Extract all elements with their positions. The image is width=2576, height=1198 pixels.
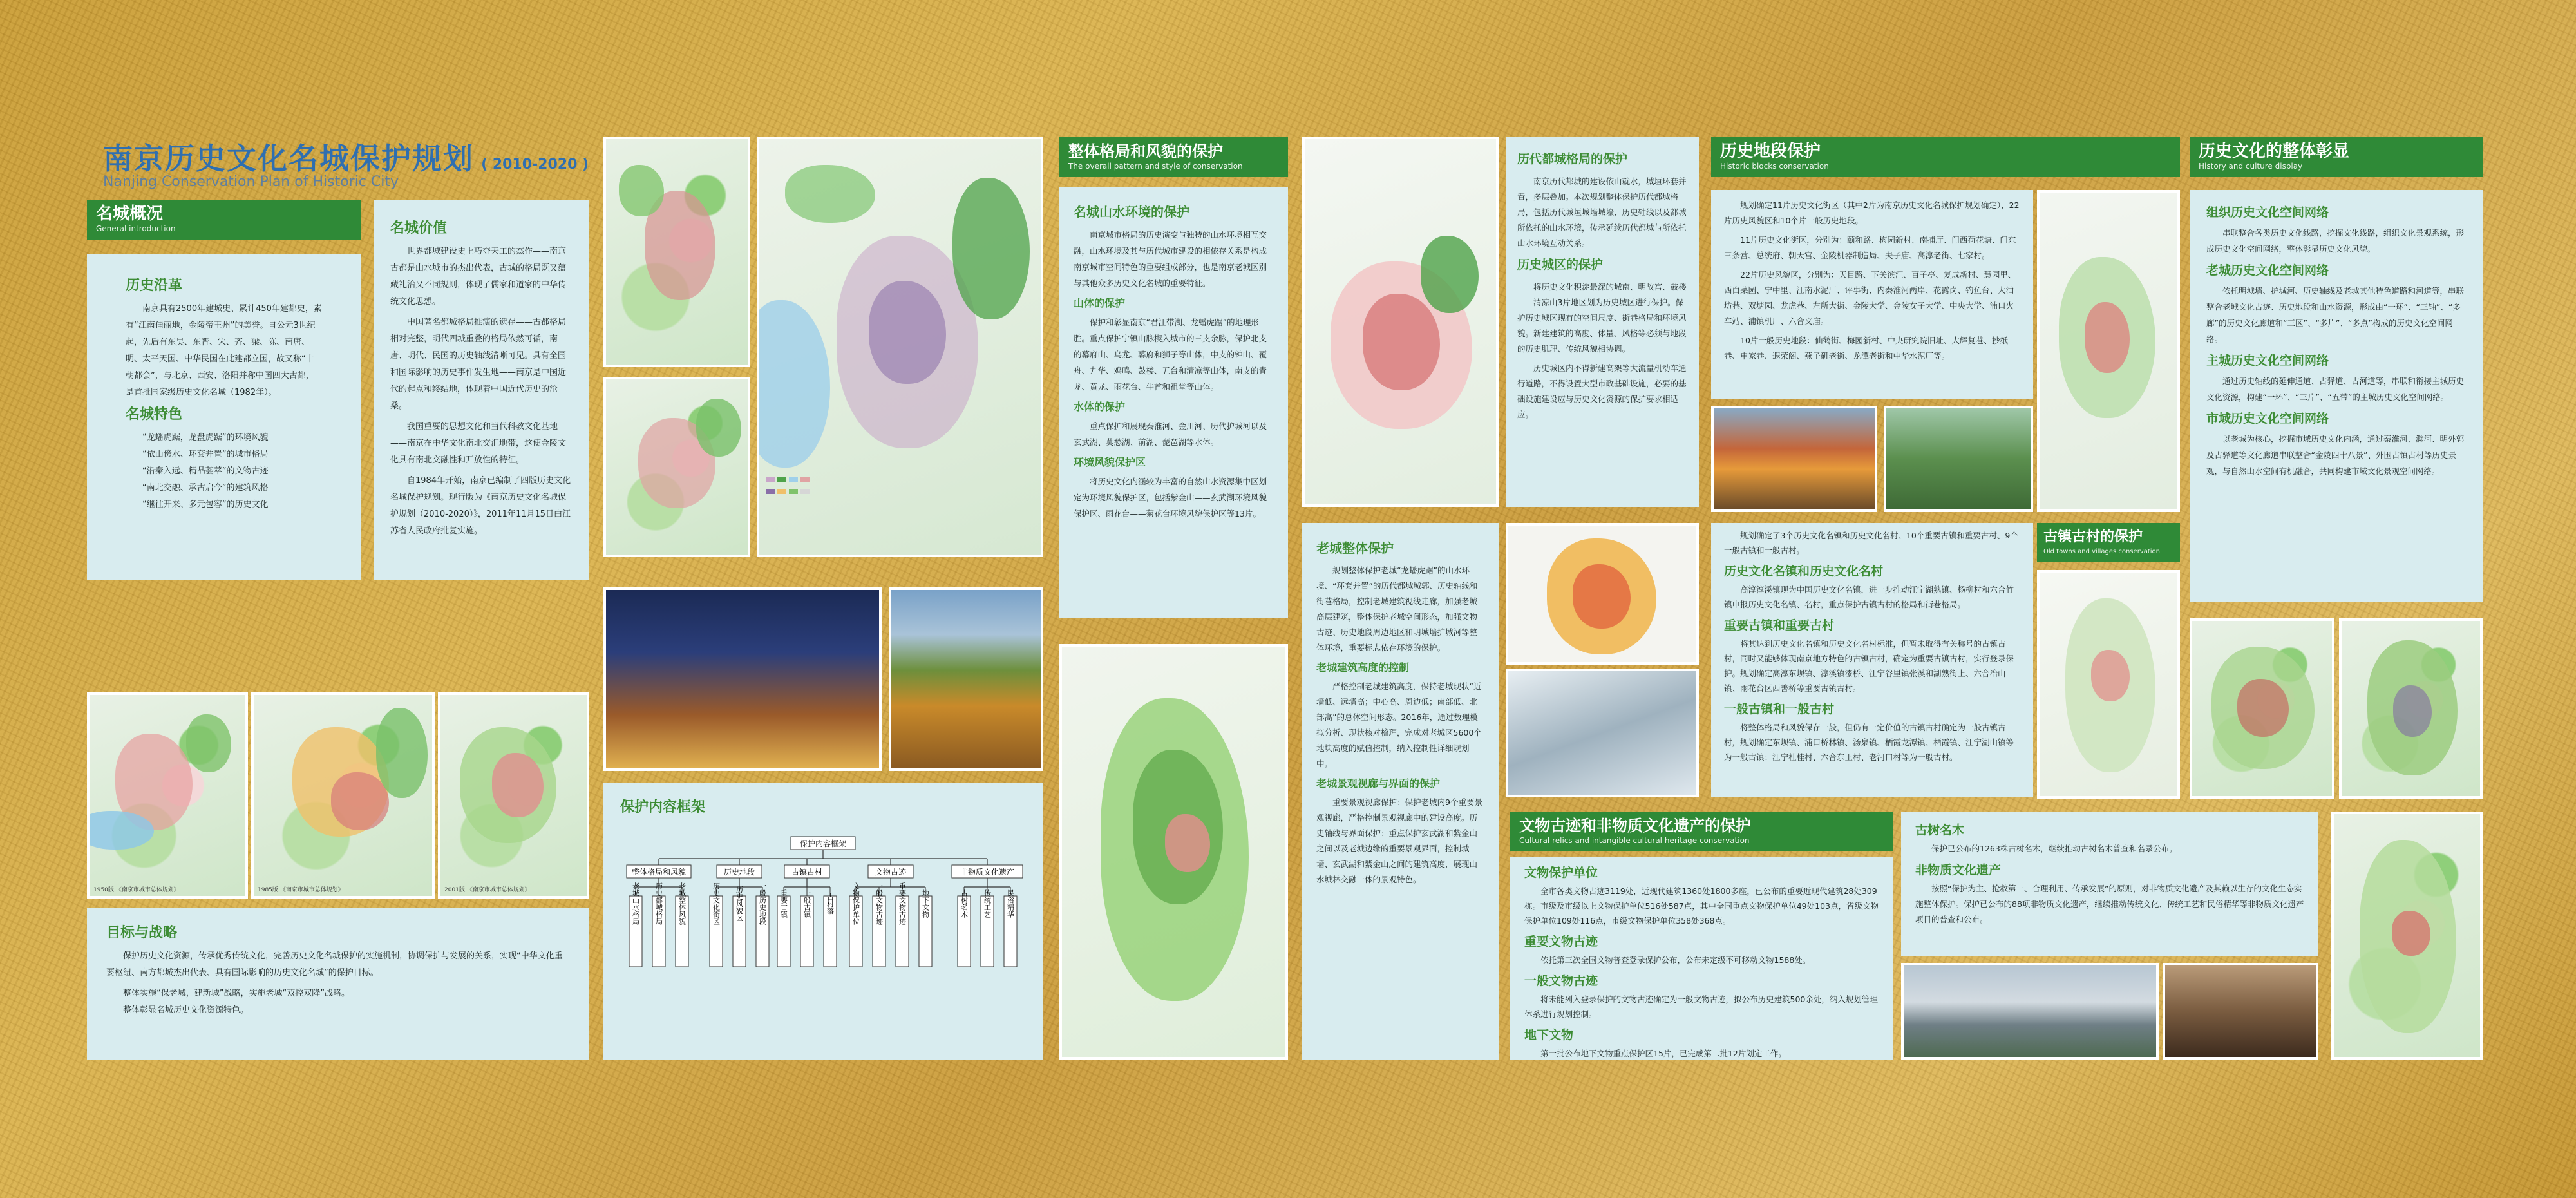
framework-leaf: 一般历史地段 <box>758 882 767 925</box>
towns-panel <box>1711 523 2033 797</box>
relics-unit-text: 全市各类文物古迹3119处，近现代建筑1360处1800多座，已公布的重要近现代建筑28处309栋。市级及市级以上文物保护单位516处587点，其中全国重点文物保护单位49处103点，省级文物保护单位109处116点，市级文物保护单位358处368点。 <box>1524 886 1879 926</box>
towns-intro: 规划确定了3个历史文化名镇和历史文化名村、10个重要古镇和重要古村、9个一般古镇和一般古村。 <box>1724 531 2018 555</box>
network-heading: 组织历史文化空间网络 <box>2206 205 2329 220</box>
historic-district-text: 将历史文化积淀最深的城南、明故宫、鼓楼——清凉山3片地区划为历史城区进行保护。保护历史城区现有的空间尺度、街巷格局和环境风貌。新建建筑的高度、体量、风格等必须与地段的历史肌理、传统风貌相协调。 <box>1517 282 1687 354</box>
water-heading: 水体的保护 <box>1074 401 1126 413</box>
relics-en: Cultural relics and intangible cultural heritage conservation <box>1519 836 1750 845</box>
trees-panel <box>1901 812 2318 956</box>
underground-heading: 地下文物 <box>1524 1028 1574 1042</box>
feature-item: “依山傍水、环套并置”的城市格局 <box>142 450 269 459</box>
framework-leaf: 一般文物古迹 <box>875 882 884 925</box>
plan-map-2001 <box>438 692 589 898</box>
plan-map-1985 <box>251 692 435 898</box>
city-skyline-photo <box>1901 963 2159 1060</box>
overview-banner <box>87 200 361 240</box>
landscape-panel <box>1059 187 1288 618</box>
map-caption: 1985版 《南京市城市总体规划》 <box>258 887 344 893</box>
framework-leaf: 老城山水格局 <box>631 882 640 925</box>
pattern-banner <box>1059 137 1288 177</box>
goals-text: 整体实施“保老城，建新城”战略，实施老城“双控双降”战略。 <box>123 989 350 998</box>
important-relics-heading: 重要文物古迹 <box>1524 935 1598 949</box>
feature-item: “龙蟠虎踞，龙盘虎踞”的环境风貌 <box>142 433 269 442</box>
framework-group: 古镇古村 <box>791 868 823 877</box>
blocks-text: 规划确定11片历史文化街区（其中2片为南京历史文化名城保护规划确定），22片历史风貌区和10个片一般历史地段。 <box>1724 200 2020 225</box>
page-title: 南京历史文化名城保护规划 <box>103 141 474 176</box>
history-text: 南京具有2500年建城史、累计450年建都史，素有“江南佳丽地，金陵帝王州”的美誉。自公元3世纪起，先后有东吴、东晋、宋、齐、梁、陈、南唐、明、太平天国、中华民国在此建都立国，故又称“十朝都会”，与北京、西安、洛阳并称中国四大古都，是首批国家级历史文化名城（1982年）。 <box>126 304 322 397</box>
capital-text: 南京历代都城的建设依山就水，城垣环套并置，多层叠加。本次规划整体保护历代都城格局，包括历代城垣城墙城壕、历史轴线以及都城所依托的山水环境，传承延续历代都城与所依托山水环境互动关系。 <box>1517 176 1687 248</box>
value-text: 自1984年开始，南京已编制了四版历史文化名城保护规划。现行版为《南京历史文化名城保护规划（2010-2020）》，2011年11月15日由江苏省人民政府批复实施。 <box>390 476 571 536</box>
blocks-panel <box>1711 190 2033 399</box>
famous-towns-text: 高淳淳溪镇现为中国历史文化名镇，进一步推动江宁湖熟镇、杨柳村和六合竹镇申报历史文化名镇、名村，重点保护古镇古村的格局和街巷格局。 <box>1724 585 2014 609</box>
value-text: 中国著名都城格局推演的遗存——古都格局相对完整，明代四城重叠的格局依然可循，南唐、明代、民国的历史轴线清晰可见。具有全国和国际影响的历史事件发生地——南京是中国近代的起点和终结地，体现着中国近代历史的沧桑。 <box>390 318 567 411</box>
blocks-location-map <box>2037 190 2180 512</box>
important-relics-text: 依托第三次全国文物普查登录保护公布，公布未定级不可移动文物1588处。 <box>1540 955 1811 965</box>
feature-item: “南北交融、承古启今”的建筑风格 <box>142 483 269 493</box>
relics-banner <box>1510 812 1893 851</box>
maincity-network-text: 通过历史轴线的延伸通道、古驿道、古河道等，串联和衔接主城历史文化资源，构建“一环”、“三片”、“五带”的主城历史文化空间网络。 <box>2206 376 2465 402</box>
framework-leaf: 古树名木 <box>960 889 969 918</box>
map-caption: 2001版 《南京市城市总体规划》 <box>444 887 531 893</box>
landscape-heading: 名城山水环境的保护 <box>1074 204 1189 220</box>
towns-location-map <box>2037 570 2180 799</box>
trees-text: 保护已公布的1263株古树名木，继续推动古树名木普查和名录公布。 <box>1931 844 2177 853</box>
framework-leaf: 古村落 <box>826 893 835 915</box>
oldtown-height-map <box>1506 523 1699 665</box>
towns-label: 古镇古村的保护 <box>2043 529 2143 545</box>
general-relics-text: 将未能列入登录保护的文物古迹确定为一般文物古迹，拟公布历史建筑500余处，纳入规划管理体系进行规划控制。 <box>1524 994 1878 1019</box>
network-text: 串联整合各类历史文化线路，挖掘文化线路，组织文化景观系统，形成历史文化空间网络，整体彰显历史文化风貌。 <box>2206 228 2465 254</box>
framework-group: 历史地段 <box>723 868 755 877</box>
towns-en: Old towns and villages conservation <box>2043 548 2161 555</box>
relics-panel <box>1510 857 1893 1060</box>
oldtown-heading: 老城整体保护 <box>1316 540 1394 556</box>
general-towns-heading: 一般古镇和一般古村 <box>1724 702 1835 716</box>
goals-text: 保护历史文化资源，传承优秀传统文化，完善历史文化名城保护的实施机制，协调保护与发展的关系，实现“中华文化重要枢纽、南方都城杰出代表、具有国际影响的历史文化名城”的保护目标。 <box>106 951 563 978</box>
history-heading: 历史沿革 <box>126 278 183 294</box>
park-aerial-photo <box>889 587 1043 771</box>
overview-en: General introduction <box>96 224 176 233</box>
capital-panel <box>1506 137 1699 507</box>
goals-panel <box>87 908 589 1060</box>
framework-leaf: 民俗精华 <box>1006 889 1015 918</box>
blocks-text: 11片历史文化街区，分别为：颐和路、梅园新村、南捕厅、门西荷花塘、门东三条营、总统府、朝天宫、金陵机器制造局、夫子庙、高淳老街、七家村。 <box>1724 235 2016 260</box>
view-corridor-text: 重要景观视廊保护：保护老城内9个重要景观视廊，严格控制景观视廊中的建设高度。历史轴线与界面保护：重点保护玄武湖和紫金山之间以及老城边缘的重要景观界面，控制城墙、玄武湖和紫金山之间的建筑高度，展现山水城林交融一体的景观特色。 <box>1316 797 1482 884</box>
oldtown-network-heading: 老城历史文化空间网络 <box>2206 263 2329 278</box>
general-relics-heading: 一般文物古迹 <box>1524 974 1598 988</box>
height-control-text: 严格控制老城建筑高度，保持老城现状“近墙低、远墙高；中心高、周边低；南部低、北部高”的总体空间形态。2016年，通过数理模拟分析、现状核对梳理，完成对老城区5600个地块高度的赋值控制，纳入控制性详细规划中。 <box>1316 681 1482 768</box>
map-caption: 1950版 《南京市城市总体规划》 <box>93 887 180 893</box>
oldtown-network-text: 依托明城墙、护城河、历史轴线及老城其他特色道路和河道等，串联整合老城文化古迹、历史地段和山水资源，形成由“一环”、“三轴”、“多廊”的历史文化廊道和“三区”、“多片”、“多点”构成的历史文化空间网络。 <box>2206 286 2465 344</box>
map-legend <box>766 473 873 548</box>
landscape-structure-map <box>757 137 1043 557</box>
capital-pattern-map <box>1302 137 1499 507</box>
overview-label: 名城概况 <box>96 204 164 223</box>
height-control-heading: 老城建筑高度的控制 <box>1316 661 1410 674</box>
capital-heading: 历代都城格局的保护 <box>1517 152 1628 166</box>
framework-leaf: 文物保护单位 <box>851 882 860 925</box>
historic-map-small-1 <box>603 137 750 367</box>
mountain-text: 保护和彰显南京“君江带湖、龙蟠虎踞”的地理形胜。重点保护宁镇山脉楔入城市的三支余脉，保护北支的幕府山、乌龙、幕府和狮子等山体，中支的钟山、覆舟、九华、鸡鸣、鼓楼、五台和清凉等山体，南支的青龙、黄龙、雨花台、牛首和祖堂等山体。 <box>1074 318 1267 392</box>
pattern-en: The overall pattern and style of conservation <box>1068 162 1243 171</box>
value-panel <box>374 200 589 580</box>
framework-group: 文物古迹 <box>875 868 907 877</box>
towns-banner <box>2037 523 2180 562</box>
overall-en: History and culture display <box>2199 162 2303 171</box>
feature-item: “继往开来、多元包容”的历史文化 <box>142 500 269 509</box>
oldtown-3d-model <box>1506 669 1699 797</box>
value-heading: 名城价值 <box>390 220 448 236</box>
overall-banner <box>2190 137 2483 177</box>
framework-leaf: 重要文物古迹 <box>898 882 907 925</box>
framework-root: 保护内容框架 <box>799 839 847 848</box>
historic-map-small-2 <box>603 377 750 557</box>
framework-group: 非物质文化遗产 <box>960 868 1015 877</box>
mountain-heading: 山体的保护 <box>1074 297 1126 309</box>
historic-district-text: 历史城区内不得新建高架等大流量机动车通行道路，不得设置大型市政基础设施，必要的基础设施建设应与历史文化资源的保护要求相适应。 <box>1517 363 1687 419</box>
historic-district-heading: 历史城区的保护 <box>1517 258 1604 272</box>
pattern-label: 整体格局和风貌的保护 <box>1068 142 1223 160</box>
blocks-text: 22片历史风貌区，分别为：天目路、下关滨江、百子亭、复成新村、慧园里、西白菜园、宁中里、江南水泥厂、评事街、内秦淮河两岸、花露岗、钓鱼台、大油坊巷、双塘园、龙虎巷、左所大街、金陵大学、金陵女子大学、中央大学、浦口火车站、浦镇机厂、六合文庙。 <box>1724 270 2016 326</box>
plan-map-1950 <box>87 692 248 898</box>
framework-leaf: 地下文物 <box>921 889 930 918</box>
region-network-heading: 市域历史文化空间网络 <box>2206 412 2329 426</box>
framework-leaf: 老城整体风貌 <box>677 882 687 925</box>
framework-panel <box>603 783 1043 1060</box>
water-text: 重点保护和展现秦淮河、金川河、历代护城河以及玄武湖、莫愁湖、前湖、琵琶湖等水体。 <box>1074 421 1267 447</box>
craft-performance-photo <box>2163 963 2318 1060</box>
region-network-map <box>2331 812 2483 1060</box>
page-title-years: ( 2010-2020 ) <box>481 157 589 173</box>
maincity-network-heading: 主城历史文化空间网络 <box>2206 354 2329 368</box>
page-title-en: Nanjing Conservation Plan of Historic City <box>103 174 399 190</box>
famous-towns-heading: 历史文化名镇和历史文化名村 <box>1724 564 1884 578</box>
region-network-text: 以老城为核心，挖掘市域历史文化内涵，通过秦淮河、滁河、明外郭及古驿道等文化廊道串联整合“金陵四十八景”、外围古镇古村等历史景观，与自然山水空间有机融合，共同构建市域文化景观空间网络。 <box>2206 434 2465 476</box>
relics-unit-heading: 文物保护单位 <box>1524 866 1598 880</box>
blocks-banner <box>1711 137 2180 177</box>
night-street-photo <box>603 587 882 771</box>
framework-leaf: 一般古镇 <box>802 889 811 918</box>
intangible-text: 按照“保护为主、抢救第一、合理利用、传承发展”的原则，对非物质文化遗产及其赖以生存的文化生态实施整体保护。保护已公布的88项非物质文化遗产，继续推动传统文化、传统工艺和民俗精华等非物质文化遗产项目的普查和公布。 <box>1915 884 2304 924</box>
framework-leaf: 历史文化街区 <box>712 882 721 925</box>
value-text: 世界都城建设史上巧夺天工的杰作——南京古都是山水城市的杰出代表，古城的格局既又蕴藏礼治又不同规则，体现了儒家和道家的中华传统文化思想。 <box>390 247 567 307</box>
framework-leaf: 重要古镇 <box>779 889 788 918</box>
goals-heading: 目标与战略 <box>106 925 178 941</box>
landscape-text: 南京城市格局的历史演变与独特的山水环境相互交融，山水环境及其与历代城市建设的相依存关系是构成南京城市空间特色的重要组成部分，也是南京老城区别与其他众多历史文化名城的重要特征。 <box>1074 230 1267 288</box>
important-towns-text: 将其达到历史文化名镇和历史文化名村标准，但暂未取得有关称号的古镇古村，同时又能够体现南京地方特色的古镇古村，确定为重要古镇古村，实行登录保护。规划确定高淳东坝镇、淳溪镇漆桥、江宁谷里镇张溪和湖熟街上、六合冶山镇、雨花台区西善桥等重要古镇古村。 <box>1724 639 2014 693</box>
framework-group: 整体格局和风貌 <box>631 868 687 877</box>
scenic-text: 将历史文化内涵较为丰富的自然山水资源集中区划定为环境风貌保护区，包括紫金山——玄武湖环境风貌保护区、雨花台——菊花台环境风貌保护区等13片。 <box>1074 477 1267 518</box>
overall-panel <box>2190 190 2483 602</box>
autumn-street-photo <box>1711 406 1877 512</box>
framework-leaf: 传统工艺 <box>983 889 992 918</box>
blocks-label: 历史地段保护 <box>1720 142 1821 161</box>
relics-label: 文物古迹和非物质文化遗产的保护 <box>1519 817 1751 835</box>
history-panel <box>87 254 361 580</box>
trees-heading: 古树名木 <box>1915 823 1965 837</box>
city-overview-map <box>1059 644 1288 1060</box>
important-towns-heading: 重要古镇和重要古村 <box>1724 618 1835 632</box>
framework-leaf: 历史风貌区 <box>735 886 744 922</box>
framework-leaf: 历史都城格局 <box>654 882 663 925</box>
overall-label: 历史文化的整体彰显 <box>2199 142 2350 161</box>
page-title-block <box>103 135 605 193</box>
framework-tree <box>620 834 1026 1047</box>
blocks-en: Historic blocks conservation <box>1720 162 1829 171</box>
intangible-heading: 非物质文化遗产 <box>1915 863 2002 877</box>
scenic-heading: 环境风貌保护区 <box>1074 456 1146 468</box>
feature-item: “沿秦入远、精品荟萃”的文物古迹 <box>142 466 269 476</box>
oldtown-panel <box>1302 523 1499 1060</box>
maincity-network-map <box>2339 618 2483 799</box>
features-heading: 名城特色 <box>126 406 183 423</box>
general-towns-text: 将整体格局和风貌保存一般，但仍有一定价值的古镇古村确定为一般古镇古村，规划确定东坝镇、浦口桥林镇、汤泉镇、栖霞龙潭镇、栖霞镇、江宁湖山镇等为一般古镇；江宁杜桂村、六合东王村、老河口村等为一般古村。 <box>1724 723 2014 762</box>
oldtown-text: 规划整体保护老城“龙蟠虎踞”的山水环境、“环套并置”的历代都城城郭、历史轴线和街巷格局，控制老城建筑视线走廊，加强老城高层建筑，整体保护老城空间形态，加强文物古迹、历史地段周边地区和明城墙护城河等整体环境，重要标志依存环境的保护。 <box>1316 566 1478 652</box>
framework-heading: 保护内容框架 <box>620 799 706 815</box>
view-corridor-heading: 老城景观视廊与界面的保护 <box>1316 777 1441 790</box>
goals-text: 整体彰显名城历史文化资源特色。 <box>123 1005 249 1015</box>
oldtown-network-map <box>2190 618 2334 799</box>
campus-aerial-photo <box>1884 406 2033 512</box>
value-text: 我国重要的思想文化和当代科教文化基地——南京在中华文化南北交汇地带，这使金陵文化具有南北交融性和开放性的特征。 <box>390 422 567 465</box>
underground-text: 第一批公布地下文物重点保护区15片，已完成第二批12片划定工作。 <box>1540 1049 1786 1058</box>
blocks-text: 10片一般历史地段：仙鹤街、梅园新村、中央研究院旧址、大辉复巷、抄纸巷、申家巷、遐荣阁、燕子矶老街、龙潭老街和中华水泥厂等。 <box>1724 336 2008 361</box>
